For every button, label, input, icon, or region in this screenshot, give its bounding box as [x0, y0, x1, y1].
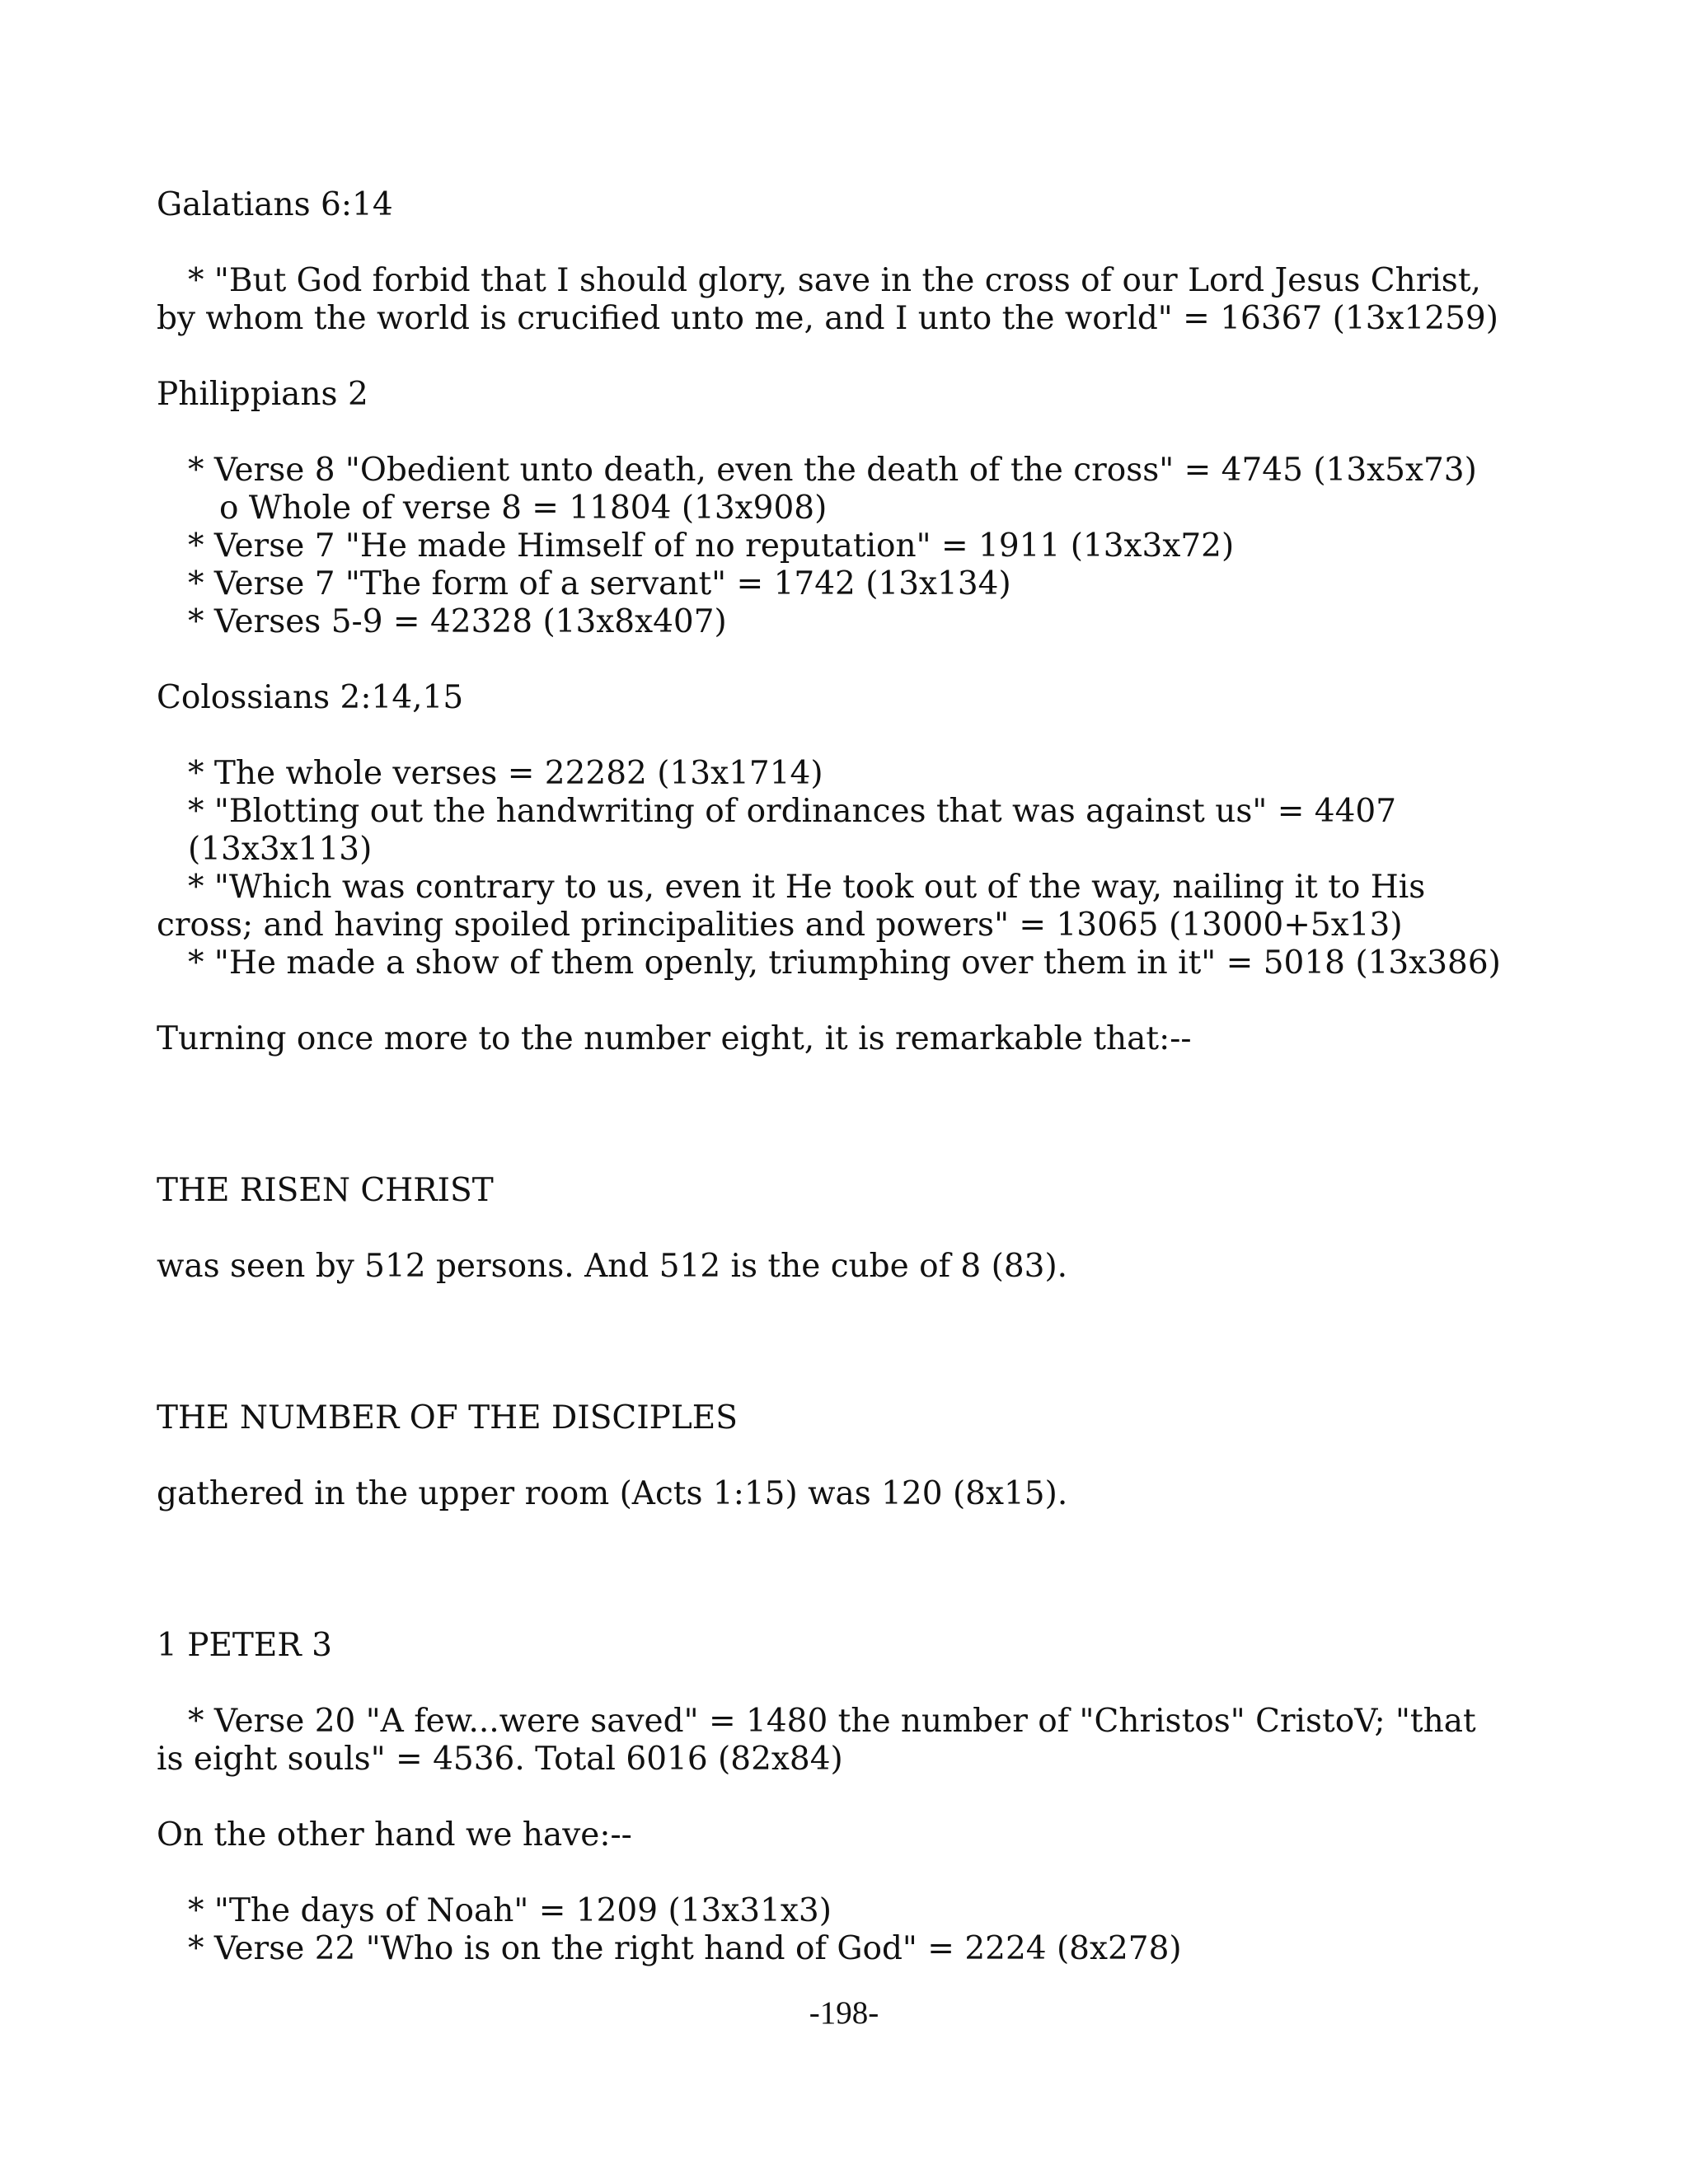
turning-paragraph: Turning once more to the number eight, it is remarkable that:-- — [157, 1020, 1192, 1057]
page-number: -198- — [809, 1995, 879, 2031]
peter-item-1 — [157, 1703, 1508, 1779]
colossians-item-3 — [157, 869, 1508, 944]
philippians-item-4: * Verses 5-9 = 42328 (13x8x407) — [188, 603, 727, 640]
galatians-heading: Galatians 6:14 — [157, 186, 393, 223]
disciples-heading: THE NUMBER OF THE DISCIPLES — [157, 1399, 738, 1436]
peter-other-hand: On the other hand we have:-- — [157, 1816, 632, 1854]
disciples-text: gathered in the upper room (Acts 1:15) was 120 (8x15). — [157, 1475, 1068, 1512]
peter-item-3: * Verse 22 "Who is on the right hand of God" = 2224 (8x278) — [188, 1930, 1182, 1967]
philippians-item-1: * Verse 8 "Obedient unto death, even the death of the cross" = 4745 (13x5x73) — [188, 452, 1477, 489]
philippians-item-2: * Verse 7 "He made Himself of no reputation" = 1911 (13x3x72) — [188, 527, 1235, 565]
colossians-item-3-text: * "Which was contrary to us, even it He took out of the way, nailing it to His cross; and having spoiled principalities and powers" = 13065 (13000+5x13) — [157, 869, 1436, 944]
colossians-item-1: * The whole verses = 22282 (13x1714) — [188, 755, 823, 792]
page-body — [157, 186, 1508, 1968]
galatians-item-1-text: * "But God forbid that I should glory, save in the cross of our Lord Jesus Christ, by whom the world is crucified unto me, and I unto the world" = 16367 (13x1259) — [157, 262, 1498, 337]
philippians-sub-item-1: o Whole of verse 8 = 11804 (13x908) — [219, 490, 828, 527]
galatians-item-1 — [157, 262, 1508, 338]
peter-item-2: * "The days of Noah" = 1209 (13x31x3) — [188, 1892, 832, 1929]
colossians-item-4: * "He made a show of them openly, triumphing over them in it" = 5018 (13x386) — [188, 944, 1501, 982]
peter-heading: 1 PETER 3 — [157, 1627, 332, 1664]
risen-christ-text: was seen by 512 persons. And 512 is the cube of 8 (83). — [157, 1248, 1068, 1285]
philippians-heading: Philippians 2 — [157, 376, 368, 413]
colossians-item-2: * "Blotting out the handwriting of ordinances that was against us" = 4407 (13x3x113) — [188, 793, 1407, 868]
risen-christ-heading: THE RISEN CHRIST — [157, 1172, 494, 1209]
philippians-item-3: * Verse 7 "The form of a servant" = 1742 (13x134) — [188, 565, 1011, 602]
colossians-heading: Colossians 2:14,15 — [157, 679, 464, 716]
peter-item-1-text: * Verse 20 "A few...were saved" = 1480 the number of "Christos" CristoV; "that is eight souls" = 4536. Total 6016 (82x84) — [157, 1703, 1487, 1778]
